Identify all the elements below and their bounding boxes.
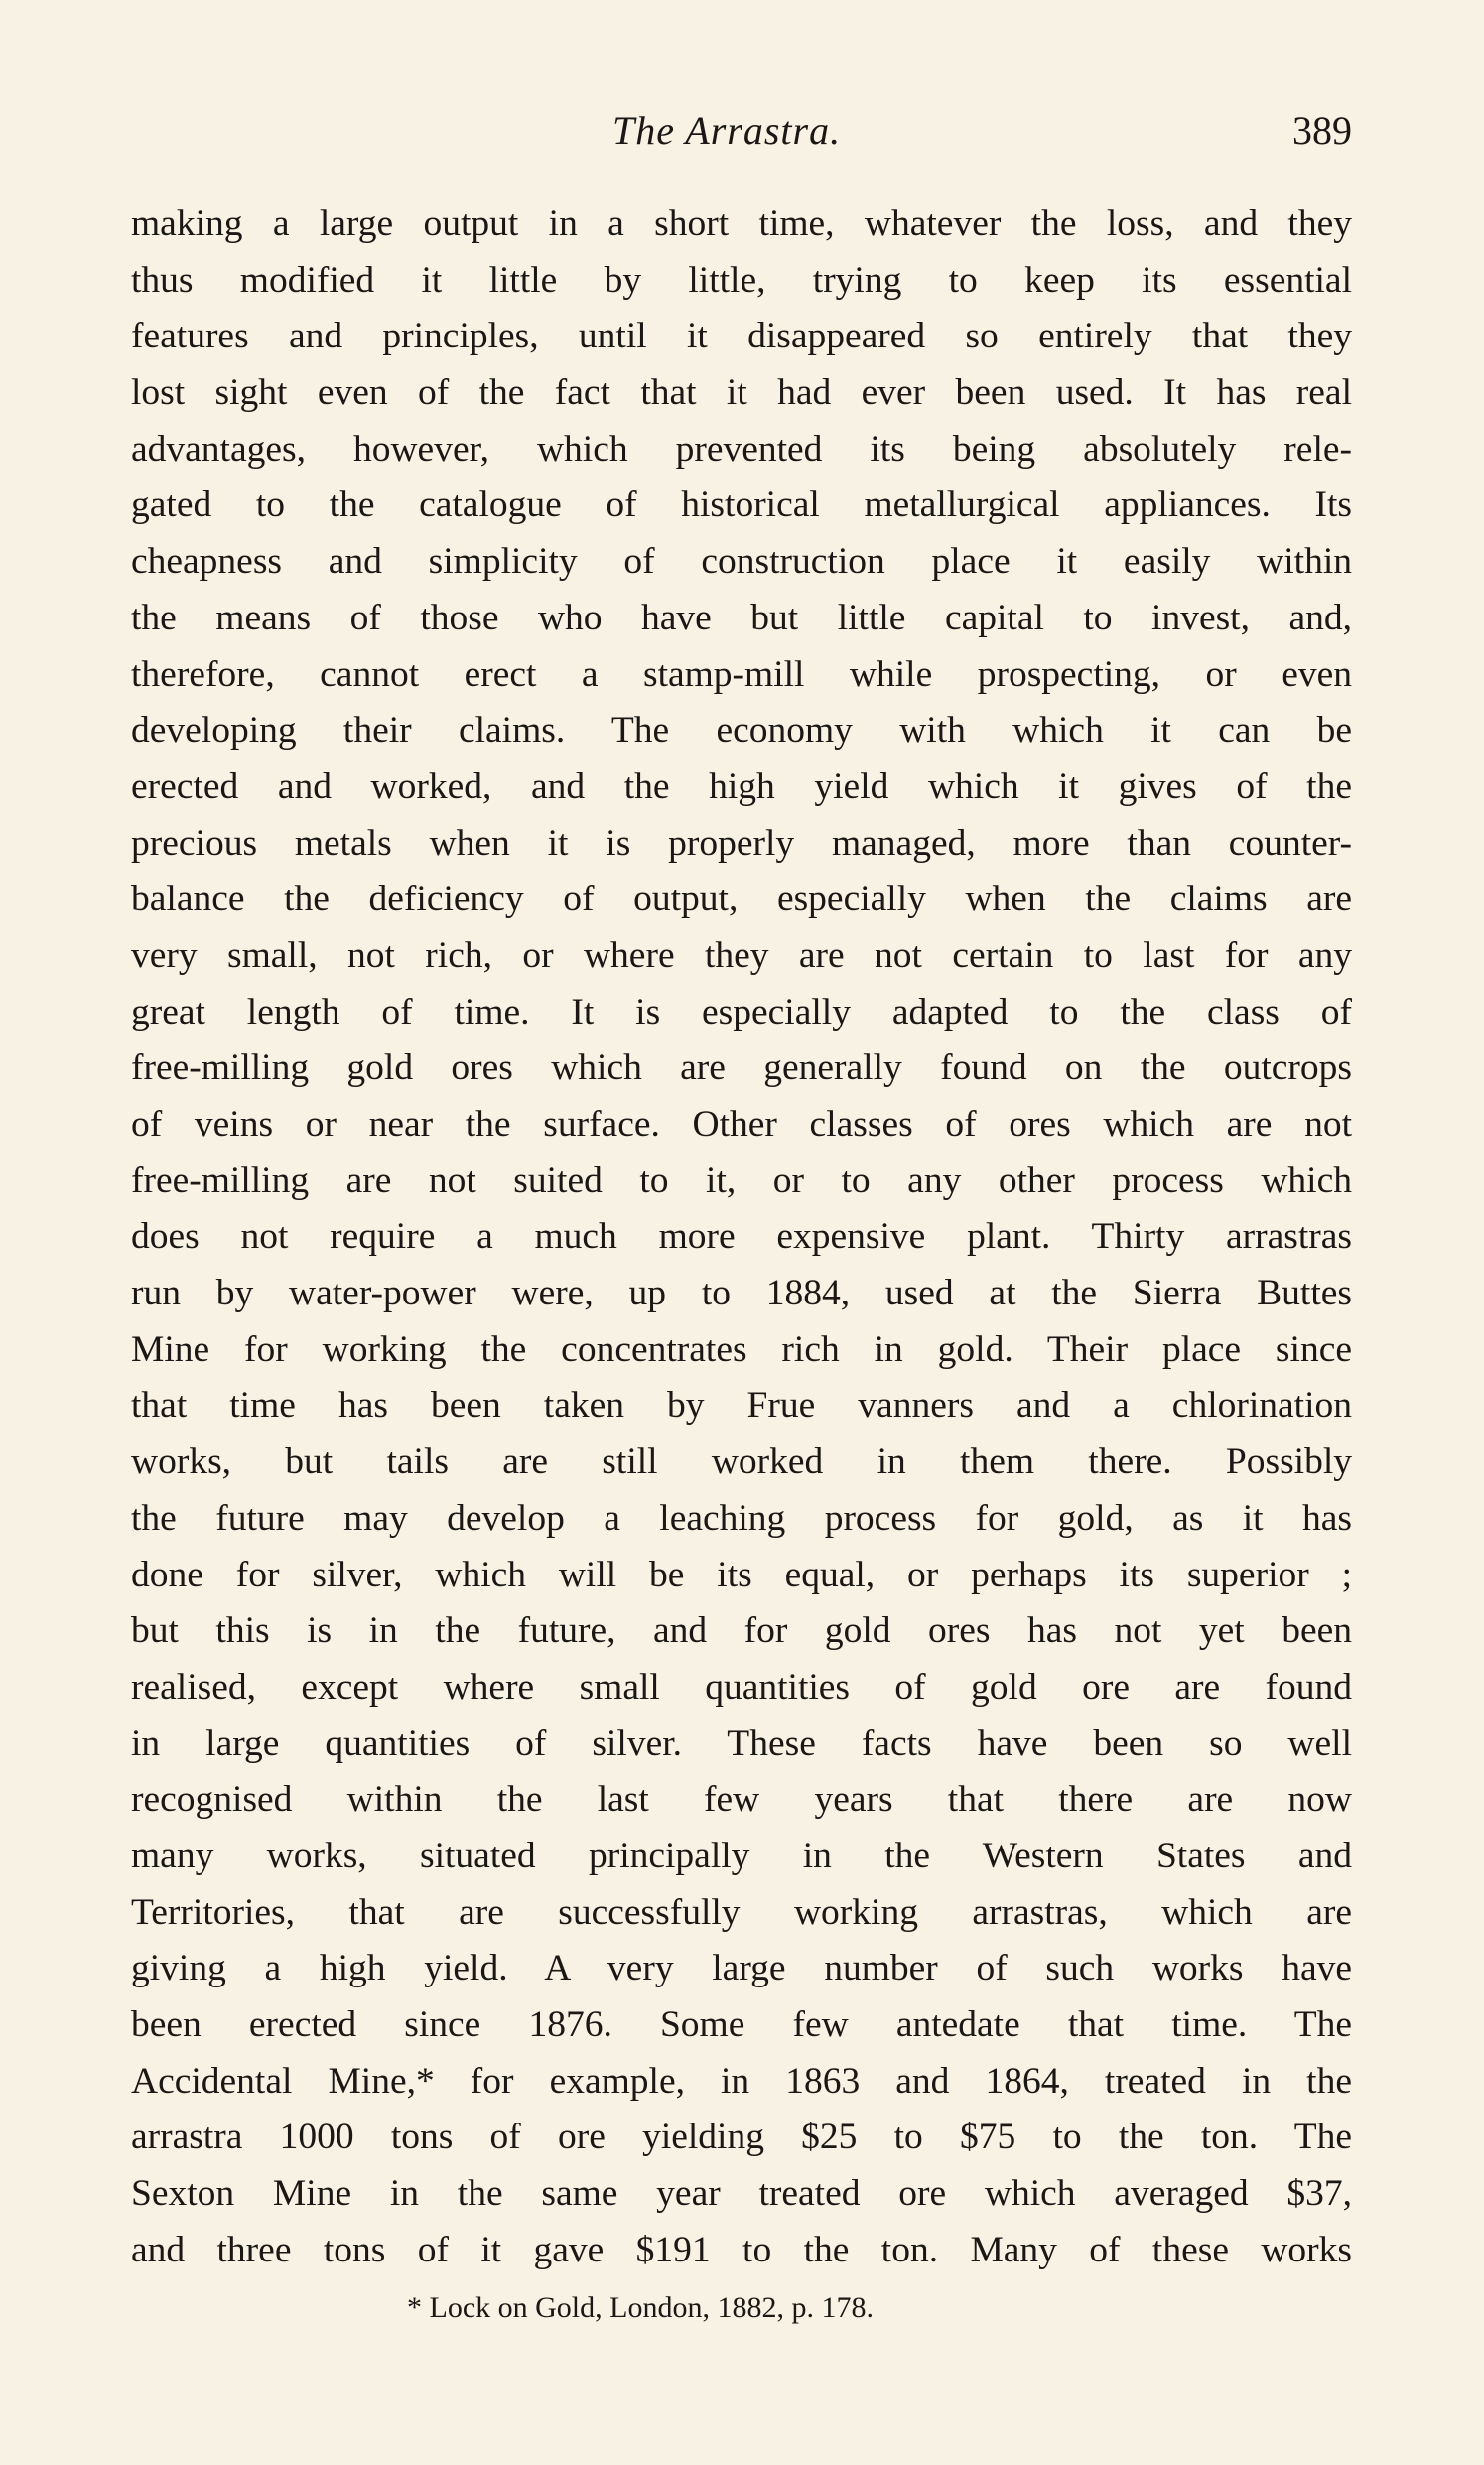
text-line: done for silver, which will be its equal, or perhaps its superior ;: [131, 1554, 1352, 1595]
text-line: balance the deficiency of output, especially when the claims are: [131, 879, 1352, 920]
text-line: precious metals when it is properly managed, more than counter-: [131, 822, 1352, 864]
text-line: advantages, however, which prevented its being absolutely rele-: [131, 428, 1352, 470]
text-line: Sexton Mine in the same year treated ore which averaged $37,: [131, 2173, 1352, 2215]
text-line: works, but tails are still worked in them there. Possibly: [131, 1441, 1352, 1483]
chapter-title: The Arrastra.: [612, 108, 842, 153]
text-line: thus modified it little by little, trying to keep its essential: [131, 259, 1352, 301]
text-line: Territories, that are successfully working arrastras, which are: [131, 1891, 1352, 1933]
text-line: does not require a much more expensive plant. Thirty arrastras: [131, 1216, 1352, 1258]
text-line: of veins or near the surface. Other classes of ores which are not: [131, 1104, 1352, 1145]
page-number: 389: [1292, 108, 1352, 153]
text-line: realised, except where small quantities of gold ore are found: [131, 1666, 1352, 1708]
text-line: gated to the catalogue of historical metallurgical appliances. Its: [131, 484, 1352, 526]
text-line: very small, not rich, or where they are not certain to last for any: [131, 934, 1352, 976]
text-line: the means of those who have but little capital to invest, and,: [131, 597, 1352, 638]
text-line: giving a high yield. A very large number of such works have: [131, 1948, 1352, 1989]
text-line: many works, situated principally in the Western States and: [131, 1835, 1352, 1876]
text-line: been erected since 1876. Some few antedate that time. The: [131, 2004, 1352, 2045]
text-line: free-milling gold ores which are generally found on the outcrops: [131, 1047, 1352, 1089]
text-line: but this is in the future, and for gold ores has not yet been: [131, 1610, 1352, 1652]
text-line: making a large output in a short time, whatever the loss, and they: [131, 204, 1352, 244]
text-line: arrastra 1000 tons of ore yielding $25 to $75 to the ton. The: [131, 2117, 1352, 2158]
text-line: features and principles, until it disappeared so entirely that they: [131, 316, 1352, 357]
text-line: Mine for working the concentrates rich in gold. Their place since: [131, 1328, 1352, 1370]
text-line: recognised within the last few years that there are now: [131, 1779, 1352, 1821]
text-line: Accidental Mine,* for example, in 1863 and 1864, treated in the: [131, 2060, 1352, 2102]
text-line: therefore, cannot erect a stamp-mill while prospecting, or even: [131, 653, 1352, 695]
text-line: developing their claims. The economy with which it can be: [131, 710, 1352, 752]
body-text: [131, 197, 1352, 2278]
text-line: erected and worked, and the high yield which it gives of the: [131, 765, 1352, 807]
text-line: cheapness and simplicity of construction place it easily within: [131, 541, 1352, 583]
text-line: the future may develop a leaching process for gold, as it has: [131, 1497, 1352, 1539]
text-line: that time has been taken by Frue vanners and a chlorination: [131, 1385, 1352, 1427]
text-line: lost sight even of the fact that it had ever been used. It has real: [131, 372, 1352, 414]
text-line: and three tons of it gave $191 to the ton. Many of these works: [131, 2229, 1352, 2270]
footnote: * Lock on Gold, London, 1882, p. 178.: [407, 2291, 874, 2324]
text-line: great length of time. It is especially adapted to the class of: [131, 991, 1352, 1032]
text-line: free-milling are not suited to it, or to any other process which: [131, 1160, 1352, 1201]
text-line: run by water-power were, up to 1884, used at the Sierra Buttes: [131, 1273, 1352, 1314]
running-head: [131, 107, 1352, 163]
text-line: in large quantities of silver. These facts have been so well: [131, 1722, 1352, 1764]
